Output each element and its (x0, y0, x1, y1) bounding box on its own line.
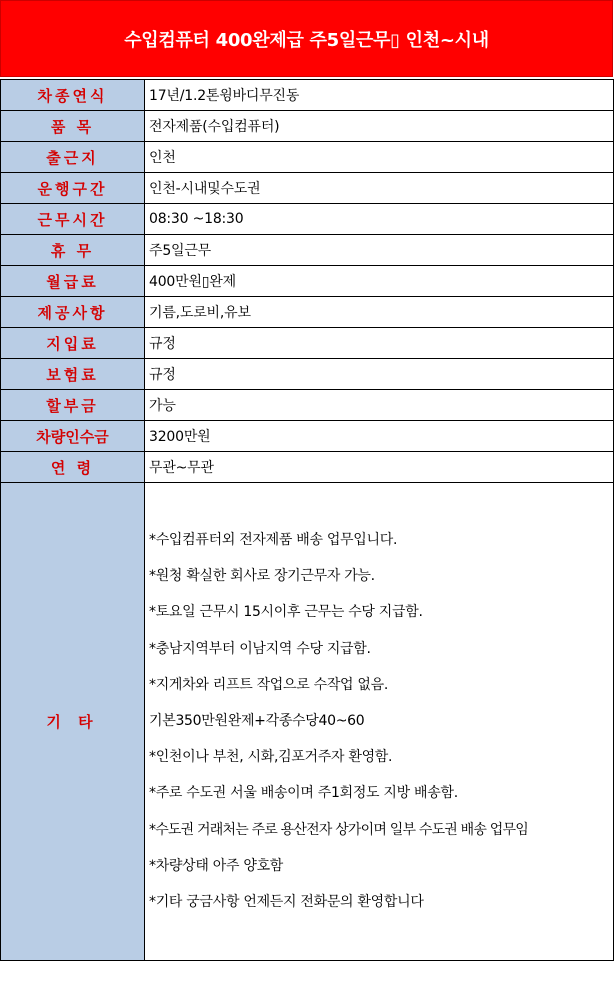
row-label-insurance: 보험료 (1, 359, 145, 390)
row-value-installment: 가능 (145, 390, 614, 421)
table-row (1, 266, 614, 297)
note-line: *원청 확실한 회사로 장기근무자 가능. (149, 568, 375, 585)
row-value-route: 인천-시내및수도권 (145, 173, 614, 204)
row-value-departure: 인천 (145, 142, 614, 173)
row-label-installment: 할부금 (1, 390, 145, 421)
row-label-vehicle-acquisition: 차량인수금 (1, 421, 145, 452)
row-label-salary: 월급료 (1, 266, 145, 297)
table-row (1, 111, 614, 142)
note-line: *수입컴퓨터외 전자제품 배송 업무입니다. (149, 532, 398, 548)
row-value-registration-fee: 규정 (145, 328, 614, 359)
note-line: *충남지역부터 이남지역 수당 지급함. (149, 640, 371, 657)
row-label-work-hours: 근무시간 (1, 204, 145, 235)
table-row (1, 235, 614, 266)
note-line: *인천이나 부천, 시화,김포거주자 환영함. (149, 749, 393, 766)
table-row (1, 142, 614, 173)
row-value-item: 전자제품(수입컴퓨터) (145, 111, 614, 142)
row-value-age: 무관~무관 (145, 452, 614, 483)
notes-body (145, 483, 614, 961)
row-label-departure: 출근지 (1, 142, 145, 173)
row-label-provided: 제공사항 (1, 297, 145, 328)
row-value-days-off: 주5일근무 (145, 235, 614, 266)
row-label-age: 연 령 (1, 452, 145, 483)
row-value-work-hours: 08:30 ~18:30 (145, 204, 614, 235)
table-row (1, 390, 614, 421)
table-row (1, 328, 614, 359)
note-line: *기타 궁금사항 언제든지 전화문의 환영합니다 (149, 893, 424, 910)
note-line: *차량상태 아주 양호함 (149, 857, 284, 874)
row-value-insurance: 규정 (145, 359, 614, 390)
row-value-vehicle-acquisition: 3200만원 (145, 421, 614, 452)
note-line: *주로 수도권 서울 배송이며 주1회정도 지방 배송함. (149, 785, 458, 802)
table-row (1, 297, 614, 328)
note-line: *지게차와 리프트 작업으로 수작업 없음. (149, 676, 389, 693)
row-label-vehicle-year: 차종연식 (1, 80, 145, 111)
table-row (1, 359, 614, 390)
notes-row (1, 483, 614, 961)
table-row (1, 80, 614, 111)
row-value-vehicle-year: 17년/1.2톤윙바디무진동 (145, 80, 614, 111)
row-label-item: 품 목 (1, 111, 145, 142)
note-line: *토요일 근무시 15시이후 근무는 수당 지급함. (149, 604, 423, 621)
table-row (1, 204, 614, 235)
row-value-provided: 기름,도로비,유보 (145, 297, 614, 328)
note-line: *수도권 거래처는 주로 용산전자 상가이며 일부 수도권 배송 업무임 (149, 821, 528, 838)
table-row (1, 421, 614, 452)
note-line: 기본350만원완제+각종수당40~60 (149, 712, 365, 729)
table-row (1, 452, 614, 483)
row-label-route: 운행구간 (1, 173, 145, 204)
row-label-registration-fee: 지입료 (1, 328, 145, 359)
table-row (1, 173, 614, 204)
row-value-salary: 400만원▯완제 (145, 266, 614, 297)
row-label-days-off: 휴 무 (1, 235, 145, 266)
info-table (0, 79, 614, 961)
notes-label: 기 타 (1, 483, 145, 961)
posting-title: 수입컴퓨터 400완제급 주5일근무▯ 인천~시내 (0, 0, 613, 77)
